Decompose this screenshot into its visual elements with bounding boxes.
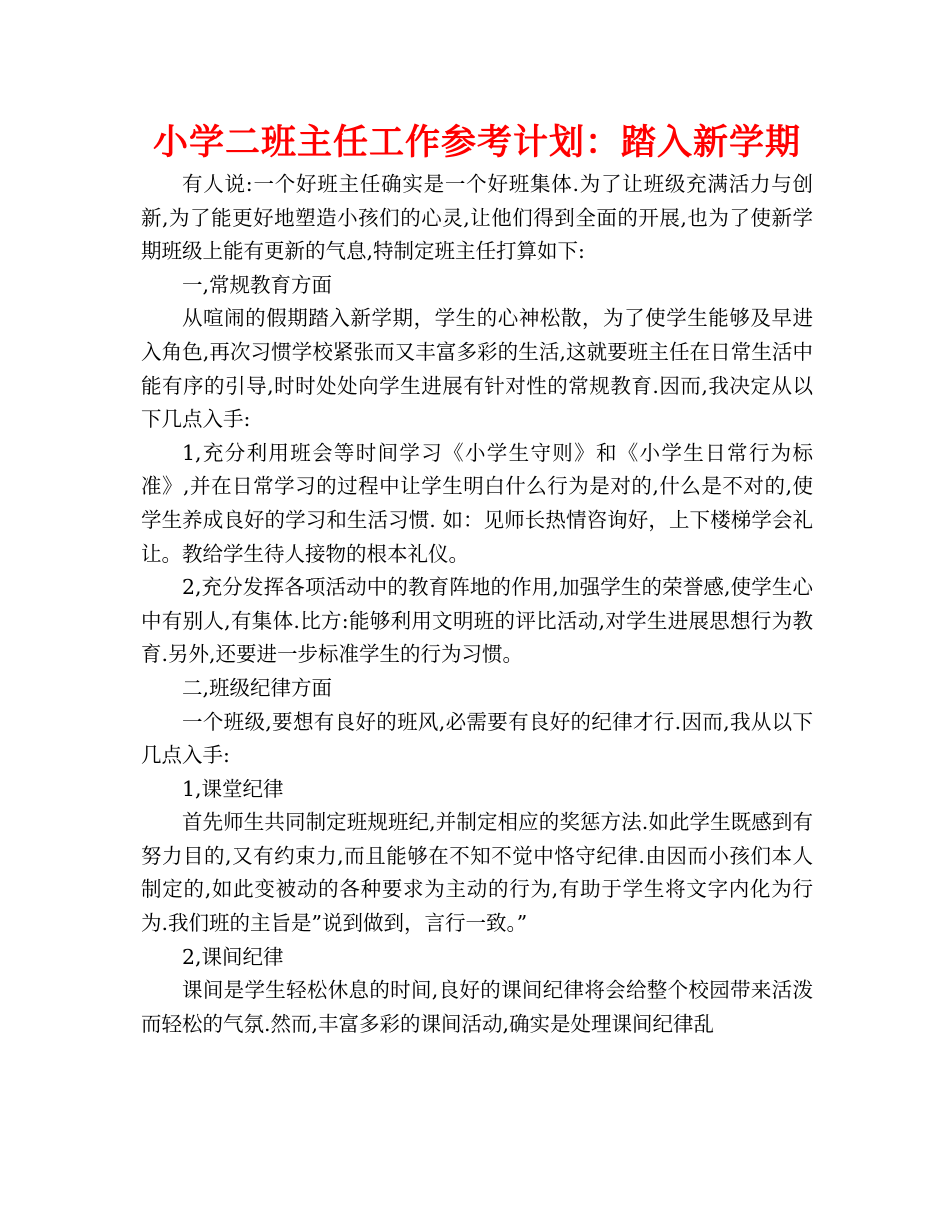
paragraph-routine-point-2: 2,充分发挥各项活动中的教育阵地的作用,加强学生的荣誉感,使学生心中有别人,有集体.比方:能够利用文明班的评比活动,对学生进展思想行为教育.另外,还要进一步标准学生的行为习惯。	[141, 575, 813, 667]
paragraph-routine-point-1: 1,充分利用班会等时间学习《小学生守则》和《小学生日常行为标准》,并在日常学习的过程中让学生明白什么行为是对的,什么是不对的,使学生养成良好的学习和生活习惯. 如：见师长热情咨询好，上下楼梯学会礼让。教给学生待人接物的根本礼仪。	[141, 440, 813, 566]
paragraph-classroom-discipline: 首先师生共同制定班规班纪,并制定相应的奖惩方法.如此学生既感到有努力目的,又有约束力,而且能够在不知不觉中恪守纪律.由因而小孩们本人制定的,如此变被动的各种要求为主动的行为,有助于学生将文字内化为行为.我们班的主旨是”说到做到，言行一致。”	[141, 810, 813, 936]
paragraph-intro: 有人说:一个好班主任确实是一个好班集体.为了让班级充满活力与创新,为了能更好地塑造小孩们的心灵,让他们得到全面的开展,也为了使新学期班级上能有更新的气息,特制定班主任打算如下:	[141, 172, 813, 264]
document-body	[141, 168, 813, 1041]
subheading-classroom-discipline: 1,课堂纪律	[182, 776, 284, 801]
subheading-recess-discipline: 2,课间纪律	[182, 944, 284, 969]
paragraph-routine-education: 从喧闹的假期踏入新学期，学生的心神松散，为了使学生能够及早进入角色,再次习惯学校紧张而又丰富多彩的生活,这就要班主任在日常生活中能有序的引导,时时处处向学生进展有针对性的常规教育.因而,我决定从以下几点入手:	[141, 306, 813, 432]
document-title: 小学二班主任工作参考计划：踏入新学期	[152, 123, 801, 163]
section-heading-class-discipline: 二,班级纪律方面	[182, 675, 333, 700]
document-page	[141, 118, 813, 1041]
paragraph-recess-discipline: 课间是学生轻松休息的时间,良好的课间纪律将会给整个校园带来活泼而轻松的气氛.然而,丰富多彩的课间活动,确实是处理课间纪律乱	[141, 978, 813, 1036]
section-heading-routine-education: 一,常规教育方面	[182, 272, 333, 297]
paragraph-class-discipline: 一个班级,要想有良好的班风,必需要有良好的纪律才行.因而,我从以下几点入手:	[141, 709, 813, 768]
